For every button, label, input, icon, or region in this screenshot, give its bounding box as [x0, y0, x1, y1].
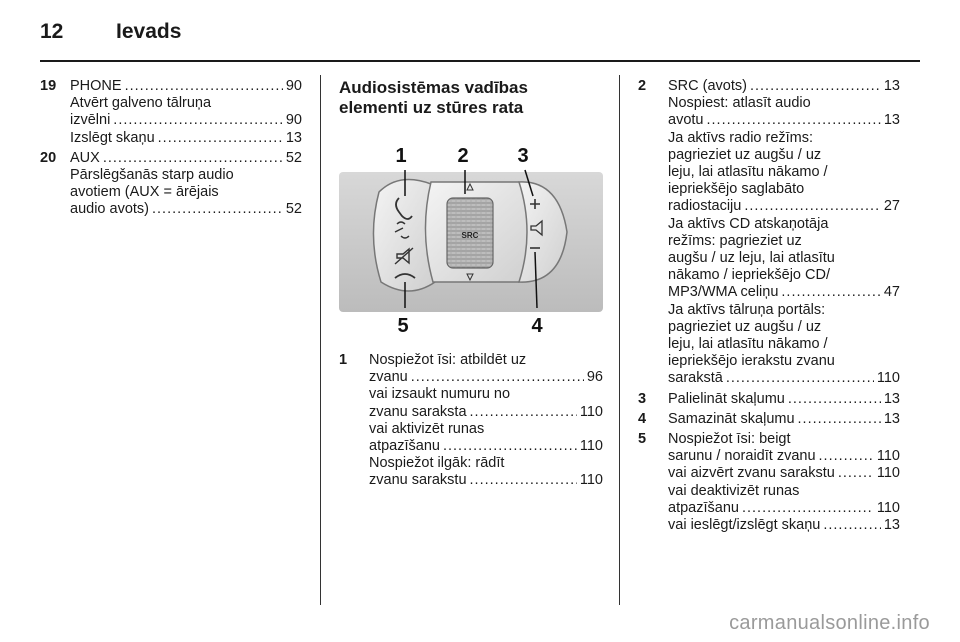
entry-text: pagrieziet uz augšu / uz [668, 146, 822, 163]
callout-1: 1 [395, 145, 407, 167]
entry-text: vai izsaukt numuru no [369, 386, 511, 403]
entry-line [668, 319, 900, 336]
entry-number: 5 [638, 431, 647, 448]
leader-dots [788, 391, 881, 408]
entry-text: atpazīšanu [369, 438, 440, 455]
page-reference[interactable]: 47 [883, 284, 900, 301]
entry-line [369, 369, 603, 386]
entry-text: pagrieziet uz augšu / uz [668, 318, 822, 335]
entry-text: Nospiežot īsi: beigt [668, 431, 791, 448]
entry-line [668, 483, 900, 500]
page-reference[interactable]: 13 [883, 410, 900, 427]
entry-text: atpazīšanu [668, 499, 739, 516]
callout-3: 3 [517, 145, 529, 167]
page-reference[interactable]: 52 [285, 149, 302, 166]
entry-text: avotu [668, 112, 704, 129]
entry-line [668, 78, 900, 95]
leader-dots [838, 465, 874, 482]
leader-dots [726, 370, 874, 387]
leader-dots [152, 201, 283, 218]
leader-dots [742, 500, 874, 517]
entry-line [70, 112, 302, 129]
page-reference[interactable]: 90 [285, 112, 302, 129]
entry-text: augšu / uz leju, lai atlasītu [668, 250, 835, 267]
entry-line [369, 404, 603, 421]
callout-5: 5 [397, 315, 409, 337]
column-left [40, 78, 302, 222]
entry-text: zvanu saraksta [369, 403, 467, 420]
page-reference[interactable]: 13 [883, 78, 900, 94]
entry-number: 2 [638, 78, 647, 94]
entry-line [668, 336, 900, 353]
page-reference[interactable]: 110 [876, 448, 900, 465]
page-title: Ievads [116, 20, 182, 43]
entry-line [668, 95, 900, 112]
callout-4: 4 [531, 315, 543, 337]
leader-dots [798, 411, 881, 428]
page-reference[interactable]: 110 [579, 403, 603, 420]
entry-line [668, 147, 900, 164]
entry-text: iepriekšējo saglabāto [668, 181, 805, 198]
entry-text: Palielināt skaļumu [668, 390, 785, 407]
entry-text: vai aizvērt zvanu sarakstu [668, 465, 835, 482]
entry-line [668, 448, 900, 465]
entry-text: Izslēgt skaņu [70, 129, 155, 146]
entry-number: 1 [339, 352, 348, 368]
entry-text: sarakstā [668, 370, 723, 387]
entry-line [668, 130, 900, 147]
index-entry [638, 78, 900, 388]
page-reference[interactable]: 90 [285, 78, 302, 94]
leader-dots [411, 369, 584, 386]
entry-text: Samazināt skaļumu [668, 410, 795, 427]
entry-text: radiostaciju [668, 198, 742, 215]
column-right [638, 78, 900, 537]
leader-dots [819, 448, 874, 465]
leader-dots [103, 150, 283, 167]
leader-dots [706, 112, 880, 129]
column-middle [339, 78, 603, 493]
steering-wheel-controls-illustration [339, 132, 603, 342]
entry-line [70, 130, 302, 147]
leader-dots [744, 198, 881, 215]
entry-text: zvanu sarakstu [369, 472, 467, 489]
index-entry [40, 150, 302, 219]
leader-dots [781, 284, 880, 301]
page-reference[interactable]: 110 [579, 438, 603, 455]
entry-number: 3 [638, 390, 647, 407]
entry-number: 20 [40, 149, 57, 166]
entry-line [668, 198, 900, 215]
entry-line [70, 95, 302, 112]
entry-text: vai deaktivizēt runas [668, 482, 800, 499]
entry-line [369, 438, 603, 455]
entry-text: Ja aktīvs CD atskaņotāja [668, 215, 829, 232]
page-number: 12 [40, 20, 64, 43]
page-reference[interactable]: 13 [883, 517, 900, 534]
entry-number: 4 [638, 410, 647, 427]
entry-line [668, 112, 900, 129]
entry-line [668, 181, 900, 198]
entry-line [668, 233, 900, 250]
entry-line [668, 164, 900, 181]
entry-line [70, 78, 302, 95]
page-reference[interactable]: 13 [285, 129, 302, 146]
entry-line [369, 421, 603, 438]
page-reference[interactable]: 110 [579, 472, 603, 489]
page-reference[interactable]: 110 [876, 370, 900, 387]
section-heading-line2: elementi uz stūres rata [339, 98, 524, 117]
entry-text: Nospiest: atlasīt audio [668, 95, 811, 112]
entry-number: 19 [40, 78, 57, 94]
entry-line [668, 284, 900, 301]
entry-line [70, 150, 302, 167]
entry-line [668, 216, 900, 233]
entry-line [668, 500, 900, 517]
entry-line [369, 352, 603, 369]
entry-text: MP3/WMA celiņu [668, 284, 779, 301]
column-divider-1 [320, 75, 321, 605]
index-entry [638, 411, 900, 428]
section-heading [339, 78, 603, 118]
entry-text: leju, lai atlasītu nākamo / [668, 164, 828, 181]
entry-line [369, 472, 603, 489]
leader-dots [470, 472, 577, 489]
leader-dots [750, 78, 881, 95]
entry-line [668, 391, 900, 408]
watermark: carmanualsonline.info [729, 612, 930, 634]
page-reference[interactable]: 110 [876, 499, 900, 516]
entry-text: Ja aktīvs radio režīms: [668, 129, 814, 146]
index-entry [339, 352, 603, 490]
src-label: SRC [461, 231, 479, 240]
entry-text: režīms: pagrieziet uz [668, 232, 802, 249]
page-reference[interactable]: 27 [883, 198, 900, 215]
page-reference[interactable]: 52 [285, 201, 302, 218]
column-divider-2 [619, 75, 620, 605]
page-header [0, 0, 960, 62]
entry-text: leju, lai atlasītu nākamo / [668, 336, 828, 353]
leader-dots [443, 438, 577, 455]
entry-line [668, 411, 900, 428]
leader-dots [823, 517, 881, 534]
page-reference[interactable]: 96 [586, 369, 603, 386]
entry-line [668, 465, 900, 482]
entry-text: Ja aktīvs tālruņa portāls: [668, 301, 826, 318]
entry-text: Nospiežot īsi: atbildēt uz [369, 352, 527, 368]
entry-text: zvanu [369, 369, 408, 386]
page-reference[interactable]: 13 [883, 112, 900, 129]
entry-text: iepriekšējo ierakstu zvanu [668, 353, 835, 370]
index-entry [638, 431, 900, 534]
entry-line [369, 455, 603, 472]
leader-dots [158, 130, 283, 147]
entry-text: Atvērt galveno tālruņa [70, 95, 212, 112]
page-reference[interactable]: 110 [876, 465, 900, 482]
entry-line [668, 267, 900, 284]
entry-line [369, 386, 603, 403]
entry-line [70, 167, 302, 184]
entry-text: Nospiežot ilgāk: rādīt [369, 455, 505, 472]
callout-2: 2 [457, 145, 469, 167]
entry-text: Pārslēgšanās starp audio [70, 167, 234, 184]
entry-text: avotiem (AUX = ārējais [70, 184, 219, 201]
entry-line [70, 201, 302, 218]
entry-text: vai aktivizēt runas [369, 420, 485, 437]
section-heading-line1: Audiosistēmas vadības [339, 78, 528, 97]
entry-line [70, 184, 302, 201]
header-rule [40, 60, 920, 62]
entry-text: nākamo / iepriekšējo CD/ [668, 267, 830, 284]
entry-line [668, 250, 900, 267]
index-entry [638, 391, 900, 408]
entry-line [668, 302, 900, 319]
page-reference[interactable]: 13 [883, 390, 900, 407]
entry-text: PHONE [70, 78, 122, 94]
entry-text: vai ieslēgt/izslēgt skaņu [668, 517, 821, 534]
leader-dots [113, 112, 283, 129]
leader-dots [125, 78, 283, 95]
entry-text: sarunu / noraidīt zvanu [668, 448, 816, 465]
entry-text: AUX [70, 149, 100, 166]
entry-line [668, 431, 900, 448]
index-entry [40, 78, 302, 147]
entry-text: izvēlni [70, 112, 111, 129]
entry-line [668, 353, 900, 370]
entry-text: SRC (avots) [668, 78, 747, 94]
entry-line [668, 517, 900, 534]
leader-dots [470, 404, 577, 421]
entry-line [668, 370, 900, 387]
entry-text: audio avots) [70, 201, 149, 218]
